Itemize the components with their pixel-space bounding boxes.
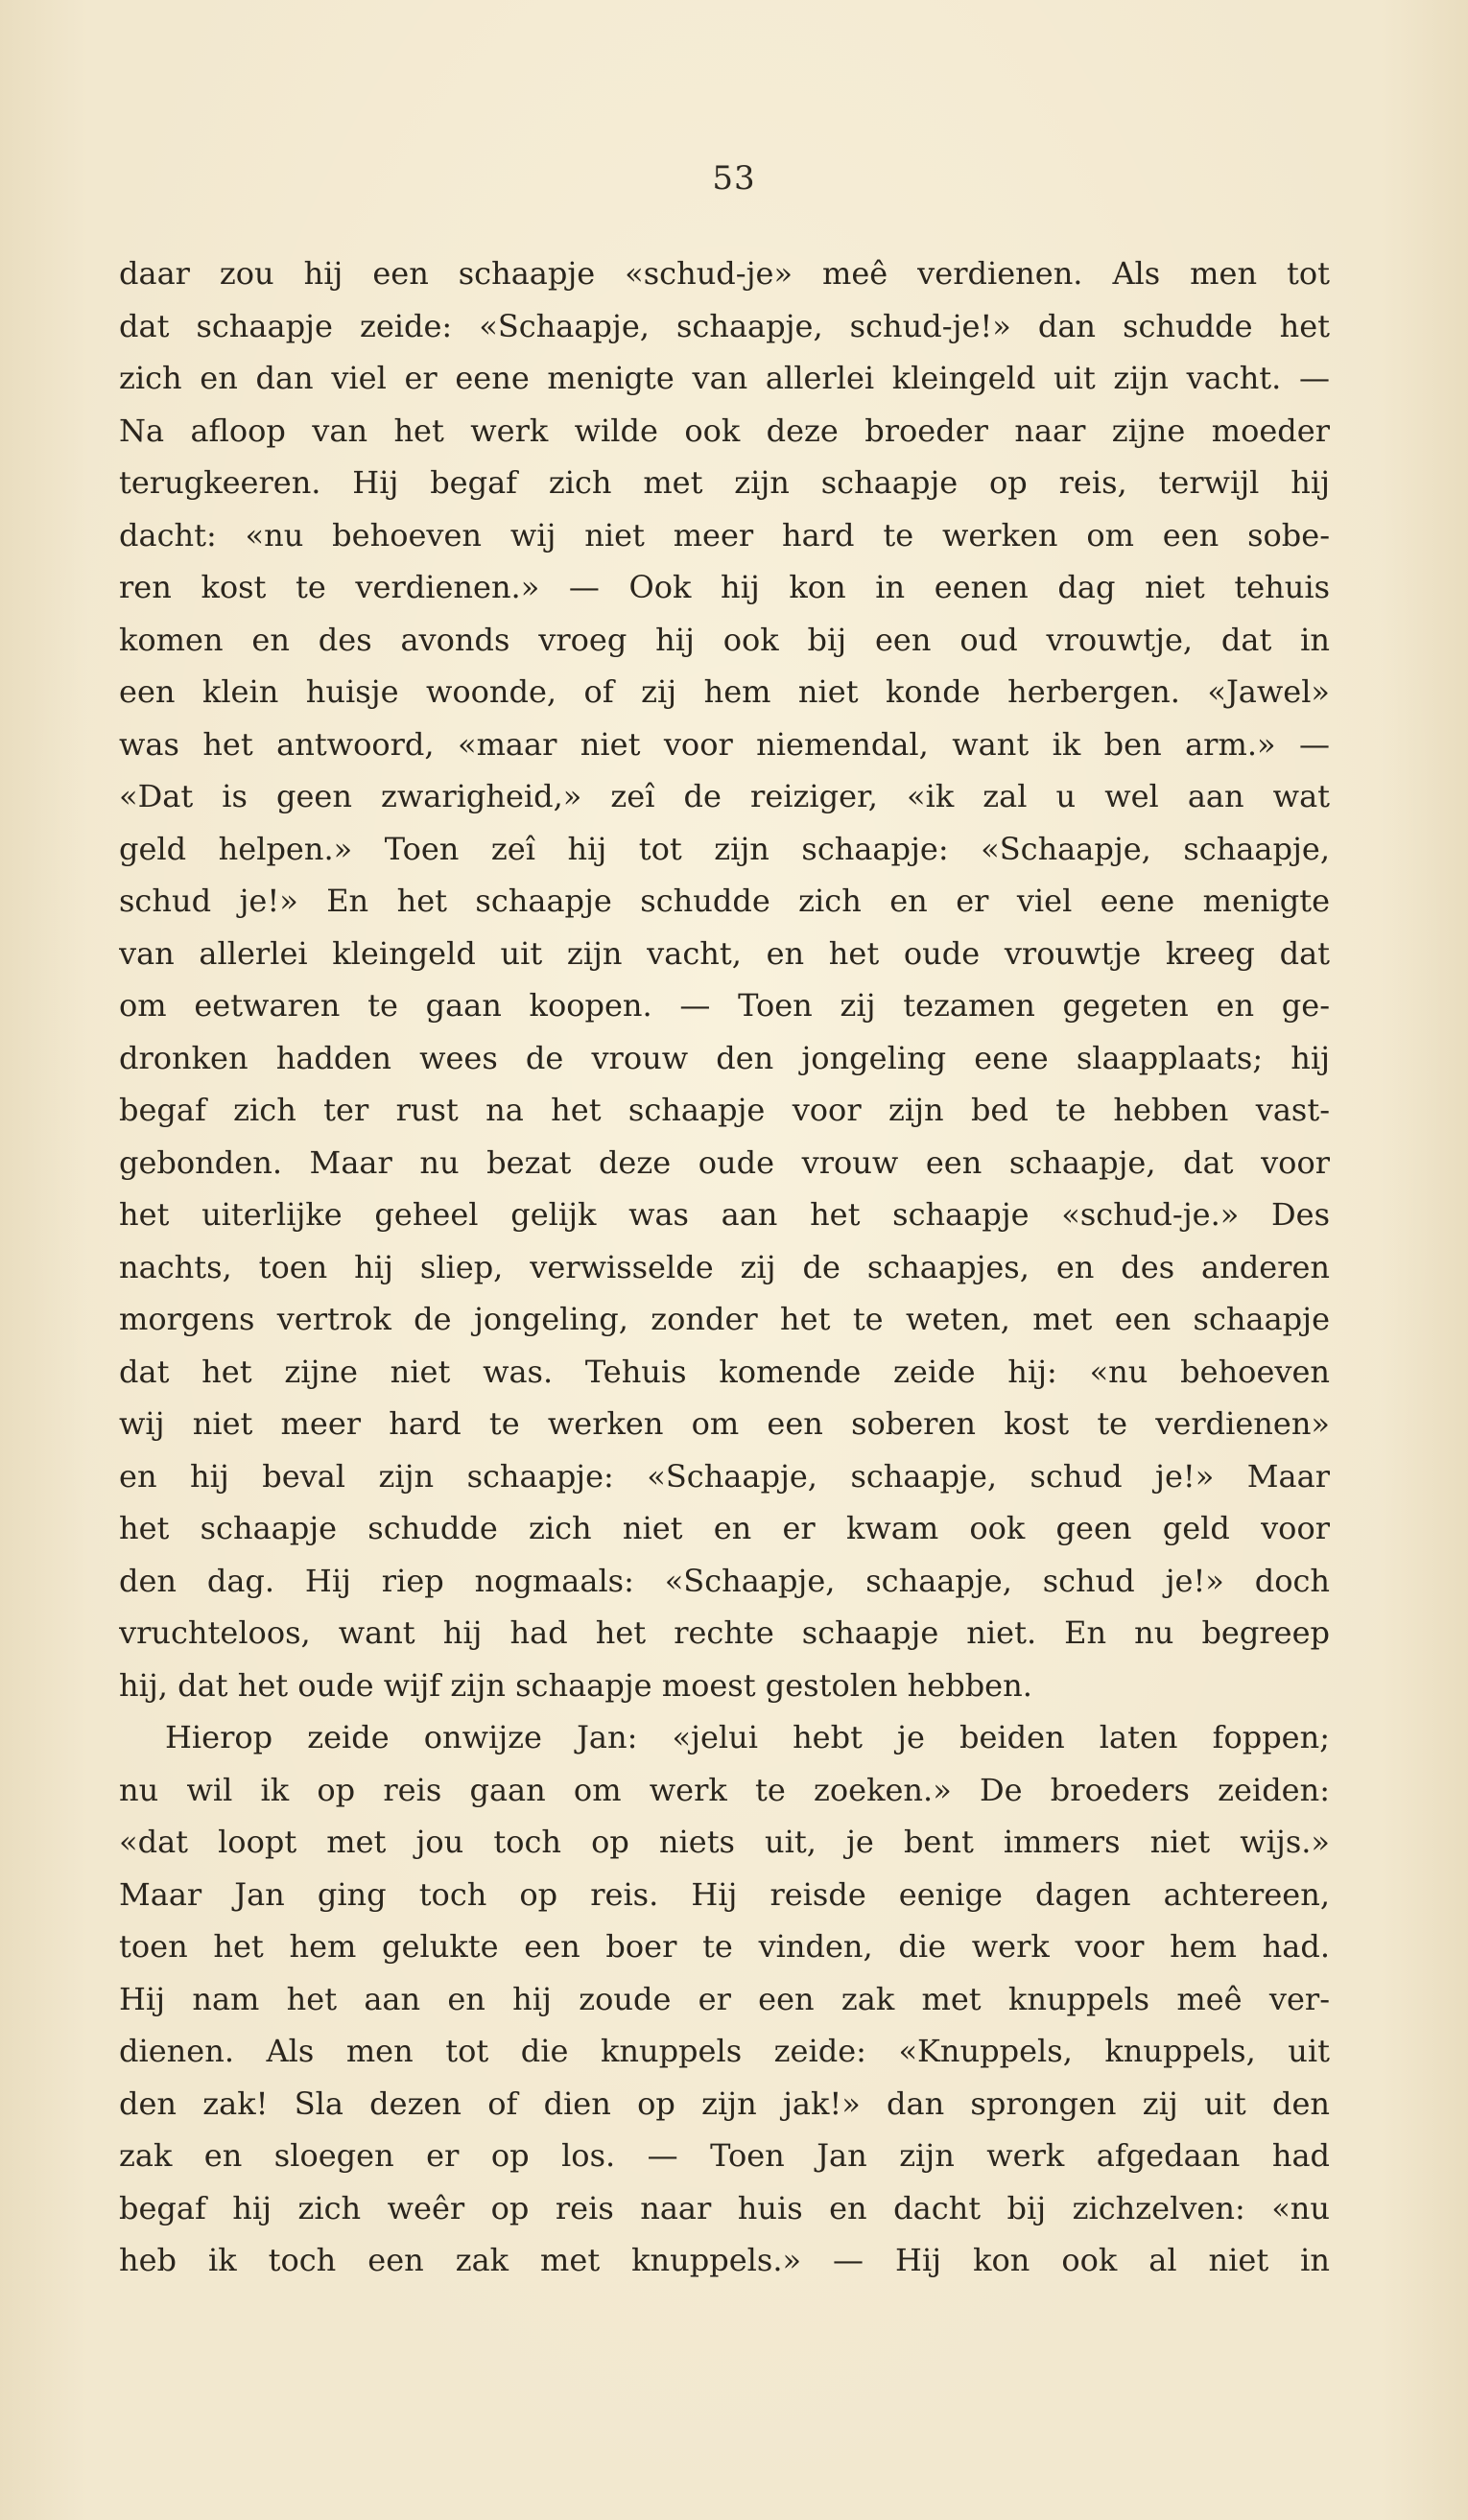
text-line: daar zou hij een schaapje «schud-je» meê verdienen. Als men tot xyxy=(119,255,1330,292)
text-line: het uiterlijke geheel gelijk was aan het schaapje «schud-je.» Des xyxy=(119,1196,1330,1233)
text-line: van allerlei kleingeld uit zijn vacht, en het oude vrouwtje kreeg dat xyxy=(119,934,1330,972)
text-line: hij, dat het oude wijf zijn schaapje moest gestolen hebben. xyxy=(119,1666,1032,1704)
text-line: «Dat is geen zwarigheid,» zeî de reiziger, «ik zal u wel aan wat xyxy=(119,778,1330,814)
text-line: komen en des avonds vroeg hij ook bij een oud vrouwtje, dat in xyxy=(119,621,1330,658)
text-line: gebonden. Maar nu bezat deze oude vrouw een schaapje, dat voor xyxy=(119,1143,1330,1181)
text-line: «dat loopt met jou toch op niets uit, je bent immers niet wijs.» xyxy=(119,1824,1330,1860)
text-line: den dag. Hij riep nogmaals: «Schaapje, schaapje, schud je!» doch xyxy=(119,1562,1330,1599)
text-line: en hij beval zijn schaapje: «Schaapje, schaapje, schud je!» Maar xyxy=(119,1457,1330,1495)
text-line: was het antwoord, «maar niet voor niemendal, want ik ben arm.» — xyxy=(119,725,1330,763)
text-line: den zak! Sla dezen of dien op zijn jak!» dan sprongen zij uit den xyxy=(119,2084,1330,2122)
text-line: een klein huisje woonde, of zij hem niet konde herbergen. «Jawel» xyxy=(119,673,1330,710)
text-line: begaf hij zich weêr op reis naar huis en dacht bij zichzelven: «nu xyxy=(119,2189,1330,2226)
text-line: schud je!» En het schaapje schudde zich en er viel eene menigte xyxy=(119,883,1330,919)
text-line: Na afloop van het werk wilde ook deze broeder naar zijne moeder xyxy=(119,412,1330,449)
text-line: Maar Jan ging toch op reis. Hij reisde eenige dagen achtereen, xyxy=(119,1875,1330,1913)
text-line: toen het hem gelukte een boer te vinden, die werk voor hem had. xyxy=(119,1928,1330,1965)
text-line: nachts, toen hij sliep, verwisselde zij de schaapjes, en des anderen xyxy=(119,1248,1330,1285)
page-number: 53 xyxy=(712,159,756,198)
text-line: dronken hadden wees de vrouw den jongeling eene slaapplaats; hij xyxy=(119,1039,1330,1076)
text-line: om eetwaren te gaan koopen. — Toen zij tezamen gegeten en ge- xyxy=(119,987,1330,1024)
text-line: dienen. Als men tot die knuppels zeide: «Knuppels, knuppels, uit xyxy=(119,2033,1330,2069)
body-text xyxy=(119,247,1330,2287)
text-line: heb ik toch een zak met knuppels.» — Hij kon ook al niet in xyxy=(119,2242,1330,2278)
text-line: Hij nam het aan en hij zoude er een zak met knuppels meê ver- xyxy=(119,1980,1330,2017)
text-line: dacht: «nu behoeven wij niet meer hard te werken om een sobe- xyxy=(119,516,1330,553)
text-line: dat schaapje zeide: «Schaapje, schaapje, schud-je!» dan schudde het xyxy=(119,307,1330,344)
text-line: begaf zich ter rust na het schaapje voor zijn bed te hebben vast- xyxy=(119,1092,1330,1128)
text-line: geld helpen.» Toen zeî hij tot zijn schaapje: «Schaapje, schaapje, xyxy=(119,830,1330,867)
text-line: wij niet meer hard te werken om een soberen kost te verdienen» xyxy=(119,1405,1330,1442)
text-line: Hierop zeide onwijze Jan: «jelui hebt je beiden laten foppen; xyxy=(165,1719,1330,1755)
text-line: morgens vertrok de jongeling, zonder het te weten, met een schaapje xyxy=(119,1301,1330,1337)
text-line: het schaapje schudde zich niet en er kwam ook geen geld voor xyxy=(119,1510,1330,1546)
text-line: terugkeeren. Hij begaf zich met zijn schaapje op reis, terwijl hij xyxy=(119,464,1330,501)
text-line: dat het zijne niet was. Tehuis komende zeide hij: «nu behoeven xyxy=(119,1353,1330,1390)
text-line: zak en sloegen er op los. — Toen Jan zijn werk afgedaan had xyxy=(119,2137,1330,2174)
text-line: ren kost te verdienen.» — Ook hij kon in eenen dag niet tehuis xyxy=(119,569,1330,605)
text-line: nu wil ik op reis gaan om werk te zoeken.» De broeders zeiden: xyxy=(119,1771,1330,1808)
text-line: zich en dan viel er eene menigte van allerlei kleingeld uit zijn vacht. — xyxy=(119,360,1330,396)
text-line: vruchteloos, want hij had het rechte schaapje niet. En nu begreep xyxy=(119,1614,1330,1651)
